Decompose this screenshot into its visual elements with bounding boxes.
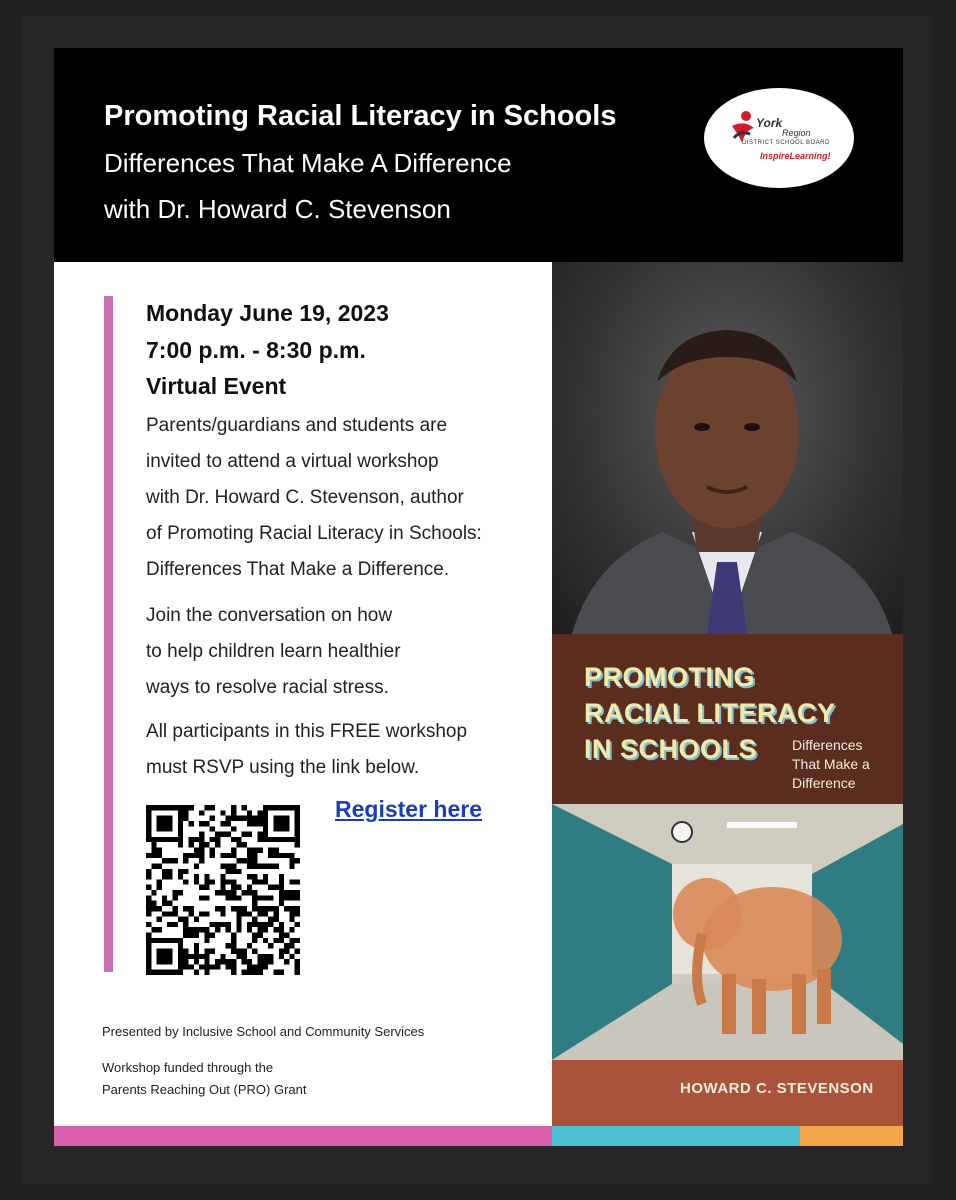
book-cover-hallway-image	[552, 804, 903, 1060]
poster-subtitle: Differences That Make A Difference	[104, 148, 512, 178]
poster-header	[54, 48, 903, 262]
text-line: Difference	[792, 775, 856, 791]
event-date: Monday June 19, 2023	[146, 300, 389, 326]
book-title-line: IN SCHOOLS	[584, 734, 758, 764]
qr-code[interactable]	[146, 805, 300, 975]
logo-york: York	[756, 116, 783, 130]
description-paragraph-3	[146, 714, 467, 786]
book-cover-title-block	[552, 634, 903, 804]
event-format: Virtual Event	[146, 373, 287, 399]
register-link[interactable]: Register here	[335, 796, 483, 822]
book-subtitle	[792, 736, 870, 793]
text-line: That Make a	[792, 756, 870, 772]
text-line: Parents Reaching Out (PRO) Grant	[102, 1082, 307, 1097]
accent-bar	[104, 296, 113, 972]
yrdsb-logo	[704, 88, 854, 188]
bottom-stripe-teal	[552, 1126, 800, 1146]
text-line: Join the conversation on how	[146, 605, 393, 626]
text-line: Workshop funded through the	[102, 1060, 274, 1075]
presenter-line: with Dr. Howard C. Stevenson	[104, 194, 451, 224]
event-time: 7:00 p.m. - 8:30 p.m.	[146, 337, 366, 363]
description-paragraph-2	[146, 598, 401, 706]
text-line: Differences That Make a Difference.	[146, 559, 450, 580]
text-line: Differences	[792, 737, 863, 753]
logo-tagline: InspireLearning!	[760, 151, 831, 161]
text-line: of Promoting Racial Literacy in Schools:	[146, 523, 482, 544]
presenter-photo	[552, 262, 903, 634]
text-line: Parents/guardians and students are	[146, 415, 448, 436]
poster-title: Promoting Racial Literacy in Schools	[104, 100, 617, 132]
description-paragraph-1	[146, 408, 482, 588]
text-line: to help children learn healthier	[146, 641, 401, 662]
book-cover-author-band	[552, 1060, 903, 1126]
logo-district-school-board: DISTRICT SCHOOL BOARD	[742, 140, 830, 146]
funding-note	[102, 1057, 306, 1101]
book-author: HOWARD C. STEVENSON	[680, 1080, 874, 1097]
book-title-line: PROMOTING	[584, 662, 755, 692]
logo-region: Region	[782, 128, 811, 138]
bottom-stripe-pink	[54, 1126, 552, 1146]
book-title-line: RACIAL LITERACY	[584, 698, 836, 728]
text-line: invited to attend a virtual workshop	[146, 451, 439, 472]
presented-by: Presented by Inclusive School and Community Services	[102, 1024, 425, 1039]
text-line: All participants in this FREE workshop	[146, 721, 468, 742]
bottom-stripe-orange	[800, 1126, 903, 1146]
event-poster	[54, 48, 903, 1146]
text-line: with Dr. Howard C. Stevenson, author	[146, 487, 464, 508]
text-line: ways to resolve racial stress.	[146, 677, 389, 698]
text-line: must RSVP using the link below.	[146, 757, 420, 778]
